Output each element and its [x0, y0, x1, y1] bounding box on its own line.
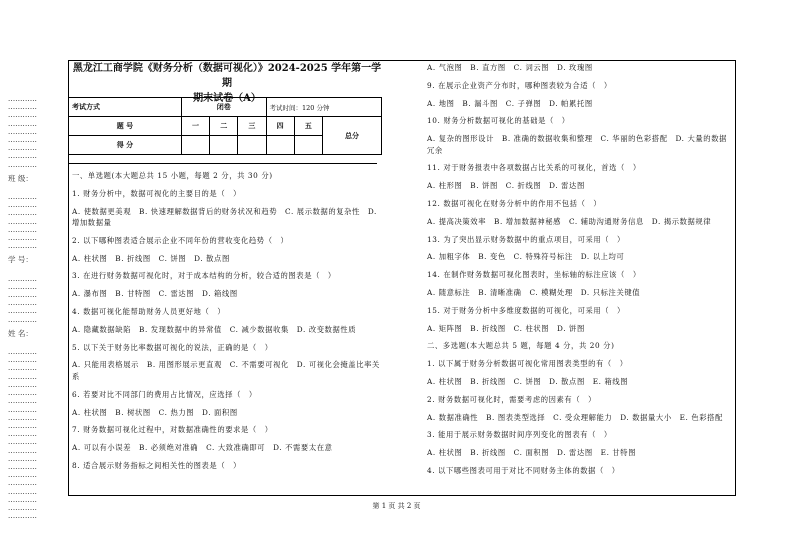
class-label: 班 级： — [8, 173, 33, 183]
binding-margin — [8, 95, 60, 520]
section-heading: 一、单选题(本大题总共 15 小题，每题 2 分，共 30 分) — [72, 171, 273, 180]
binding-dots: ............ — [8, 405, 38, 414]
binding-dots: ............ — [8, 479, 38, 488]
divider — [68, 163, 377, 164]
section-5: 五 — [294, 117, 322, 136]
answer-options: A. 地图 B. 漏斗图 C. 子弹图 D. 帕累托图 — [427, 98, 593, 108]
question: 3. 在进行财务数据可视化时，对于成本结构的分析，较合适的图表是（ ） — [72, 271, 336, 281]
question: 14. 在制作财务数据可视化图表时，坐标轴的标注应该（ ） — [427, 270, 641, 280]
answer-options: A. 数据准确性 B. 图表类型选择 C. 受众理解能力 D. 数据量大小 E. 色彩搭配 — [427, 412, 723, 422]
score-cell[interactable] — [294, 136, 322, 155]
binding-dots: ............ — [8, 136, 38, 145]
title-line-1: 黑龙江工商学院《财务分析（数据可视化）》2024-2025 学年第一学期 — [72, 63, 382, 89]
exam-info-table — [68, 97, 382, 155]
question: 15. 对于财务分析中多维度数据的可视化，可采用（ ） — [427, 305, 625, 315]
binding-dots: ............ — [8, 364, 38, 373]
exam-mode-value: 闭卷 — [181, 98, 266, 117]
binding-dots: ............ — [8, 438, 38, 447]
binding-dots: ............ — [8, 127, 38, 136]
binding-dots: ............ — [8, 282, 38, 291]
answer-options: A. 使数据更美观 B. 快速理解数据背后的财务状况和趋势 C. 展示数据的复杂性 D. 增加数据量 — [72, 206, 377, 228]
binding-dots: ............ — [8, 356, 38, 365]
binding-dots: ............ — [8, 201, 38, 210]
score-cell[interactable] — [181, 136, 209, 155]
binding-dots: ............ — [8, 193, 38, 202]
binding-dots: ............ — [8, 454, 38, 463]
answer-options: A. 气泡图 B. 直方图 C. 词云图 D. 玫瑰图 — [427, 63, 593, 72]
answer-options: A. 隐藏数据缺陷 B. 发现数据中的异常值 C. 减少数据收集 D. 改变数据性质 — [72, 324, 357, 334]
section-heading: 二、多选题(本大题总共 5 题，每题 4 分，共 20 分) — [427, 341, 615, 351]
section-3: 三 — [238, 117, 266, 136]
question: 2. 以下哪种图表适合展示企业不同年份的营收变化趋势（ ） — [72, 235, 289, 245]
answer-options: A. 柱状图 B. 折线图 C. 面积图 D. 雷达图 E. 甘特图 — [427, 448, 637, 458]
student-id-label: 学 号： — [8, 255, 33, 265]
section-4: 四 — [266, 117, 294, 136]
binding-dots: ............ — [8, 225, 38, 234]
binding-dots: ............ — [8, 144, 38, 153]
score-cell[interactable] — [238, 136, 266, 155]
question: 2. 财务数据可视化时，需要考虑的因素有（ ） — [427, 394, 597, 404]
question: 4. 以下哪些图表可用于对比不同财务主体的数据（ ） — [427, 466, 620, 476]
answer-options: A. 柱状图 B. 折线图 C. 饼图 D. 散点图 — [72, 253, 230, 263]
binding-dots: ............ — [8, 299, 38, 308]
question: 12. 数据可视化在财务分析中的作用不包括（ ） — [427, 199, 602, 209]
question-no-label: 题 号 — [69, 117, 182, 136]
answer-options: A. 柱状图 B. 树状图 C. 热力图 D. 面积图 — [72, 407, 238, 417]
answer-options: A. 柱状图 B. 折线图 C. 饼图 D. 散点图 E. 箱线图 — [427, 377, 629, 387]
binding-dots: ............ — [8, 462, 38, 471]
question: 3. 能用于展示财务数据时间序列变化的图表有（ ） — [427, 430, 612, 440]
binding-dots: ............ — [8, 389, 38, 398]
answer-options: A. 随意标注 B. 清晰准确 C. 模糊处理 D. 只标注关键值 — [427, 288, 641, 298]
score-cell[interactable] — [266, 136, 294, 155]
score-label: 得 分 — [69, 136, 182, 155]
answer-options: A. 复杂的图形设计 B. 准确的数据收集和整理 C. 华丽的色彩搭配 D. 大量的数据冗余 — [427, 134, 727, 155]
answer-options: A. 瀑布图 B. 甘特图 C. 雷达图 D. 箱线图 — [72, 289, 238, 299]
answer-options: A. 只能用表格展示 B. 用图形展示更直观 C. 不需要可视化 D. 可视化会掩盖比率关系 — [72, 360, 380, 381]
binding-dots: ............ — [8, 291, 38, 300]
name-label: 姓 名： — [8, 328, 33, 338]
binding-dots: ............ — [8, 307, 38, 316]
answer-options: A. 加粗字体 B. 变色 C. 特殊符号标注 D. 以上均可 — [427, 252, 625, 262]
binding-dots: ............ — [8, 274, 38, 283]
question: 7. 财务数据可视化过程中，对数据准确性的要求是（ ） — [72, 425, 273, 435]
binding-dots: ............ — [8, 446, 38, 455]
question: 4. 数据可视化能帮助财务人员更好地（ ） — [72, 307, 226, 317]
score-cell[interactable] — [210, 136, 238, 155]
section-2: 二 — [210, 117, 238, 136]
right-question-column — [427, 62, 732, 483]
binding-dots: ............ — [8, 111, 38, 120]
binding-dots: ............ — [8, 160, 38, 169]
binding-dots: ............ — [8, 372, 38, 381]
binding-dots: ............ — [8, 217, 38, 226]
binding-dots: ............ — [8, 413, 38, 422]
question: 10. 财务分析数据可视化的基础是（ ） — [427, 116, 570, 126]
question: 13. 为了突出显示财务数据中的重点项目，可采用（ ） — [427, 234, 625, 244]
binding-dots: ............ — [8, 209, 38, 218]
binding-dots: ............ — [8, 152, 38, 161]
answer-options: A. 矩阵图 B. 折线图 C. 柱状图 D. 饼图 — [427, 323, 585, 333]
question: 5. 以下关于财务比率数据可视化的说法，正确的是（ ） — [72, 342, 273, 352]
answer-options: A. 柱形图 B. 饼图 C. 折线图 D. 雷达图 — [427, 181, 585, 191]
exam-time: 考试时间：120 分钟 — [266, 98, 381, 117]
binding-dots: ............ — [8, 348, 38, 357]
binding-dots: ............ — [8, 503, 38, 512]
question: 8. 适合展示财务指标之间相关性的图表是（ ） — [72, 460, 242, 470]
binding-dots: ............ — [8, 103, 38, 112]
page-footer: 第 1 页 共 2 页 — [372, 502, 421, 510]
binding-dots: ............ — [8, 119, 38, 128]
question: 9. 在展示企业资产分布时，哪种图表较为合适（ ） — [427, 80, 612, 90]
section-1: 一 — [181, 117, 209, 136]
binding-dots: ............ — [8, 95, 38, 103]
binding-dots: ............ — [8, 242, 38, 251]
binding-dots: ............ — [8, 471, 38, 480]
binding-dots: ............ — [8, 421, 38, 430]
binding-dots: ............ — [8, 430, 38, 439]
title-line-2: 期末试卷（A） — [193, 93, 261, 104]
question: 1. 以下属于财务分析数据可视化常用图表类型的有（ ） — [427, 359, 628, 369]
total-label: 总分 — [323, 117, 382, 155]
binding-dots: ............ — [8, 234, 38, 243]
left-question-column — [72, 170, 384, 478]
binding-dots: ............ — [8, 397, 38, 406]
answer-options: A. 提高决策效率 B. 增加数据神秘感 C. 辅助沟通财务信息 D. 揭示数据规律 — [427, 216, 712, 226]
binding-dots: ............ — [8, 315, 38, 324]
binding-dots: ............ — [8, 380, 38, 389]
binding-dots: ............ — [8, 512, 38, 521]
question: 1. 财务分析中，数据可视化的主要目的是（ ） — [72, 188, 242, 198]
exam-mode-label: 考试方式 — [69, 98, 182, 117]
binding-dots: ............ — [8, 487, 38, 496]
answer-options: A. 可以有小误差 B. 必须绝对准确 C. 大致准确即可 D. 不需要太在意 — [72, 443, 333, 453]
question: 6. 若要对比不同部门的费用占比情况，应选择（ ） — [72, 389, 257, 399]
binding-dots: ............ — [8, 495, 38, 504]
question: 11. 对于财务报表中各项数据占比关系的可视化，首选（ ） — [427, 163, 641, 173]
